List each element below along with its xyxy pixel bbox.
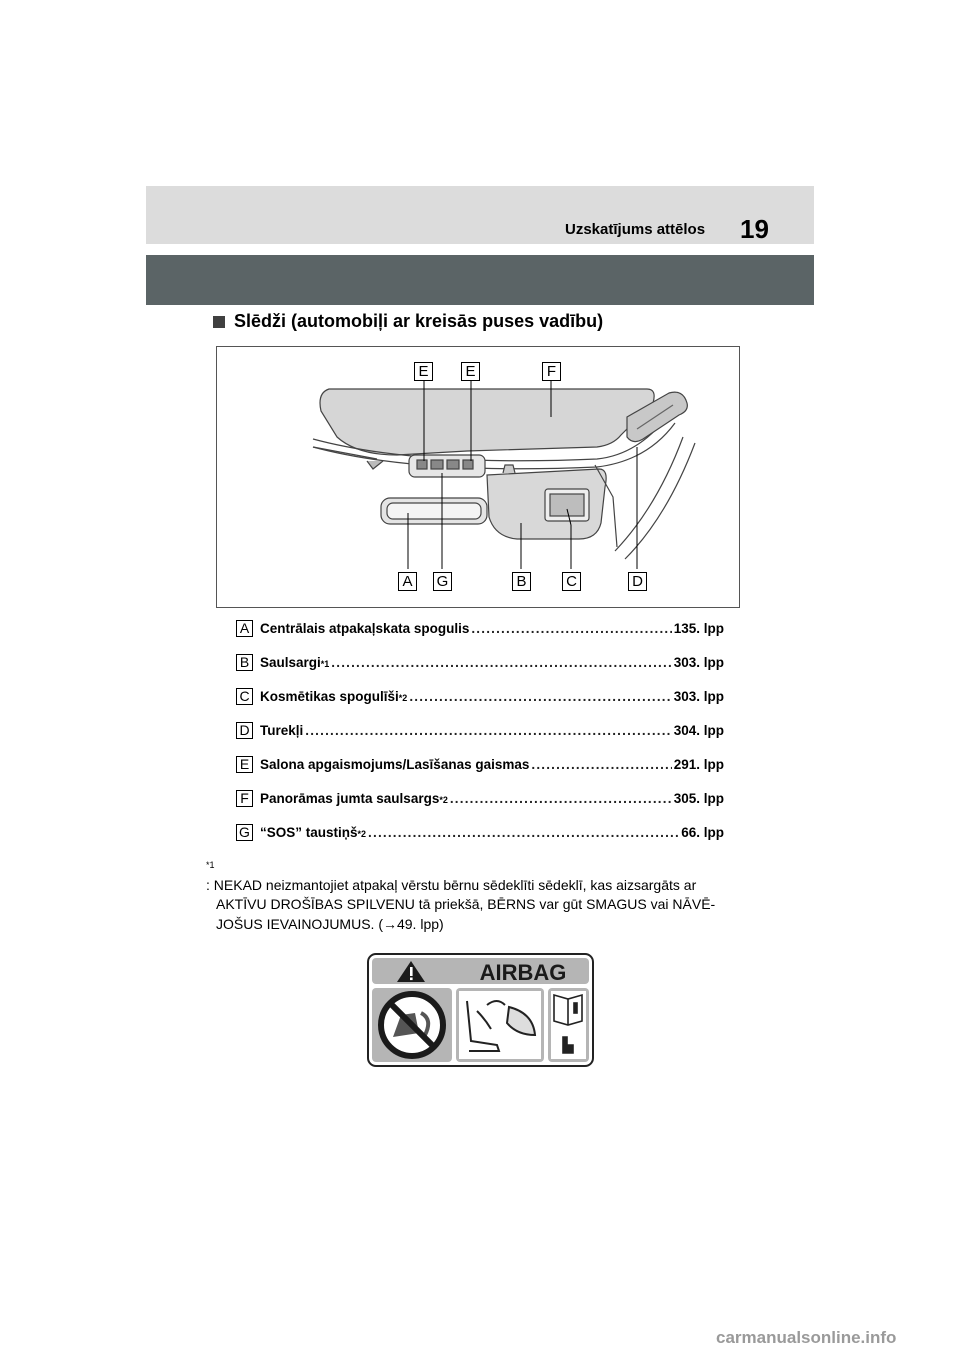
list-item: F Panorāmas jumta saulsargs *2 ..... 305. lpp — [236, 788, 724, 808]
list-item-page[interactable]: 305. lpp — [673, 790, 724, 806]
list-item-text: Saulsargi — [260, 654, 321, 670]
list-item: G “SOS” taustiņš *2 ..... 66. lpp — [236, 822, 724, 842]
manual-read-icon — [551, 991, 586, 1059]
list-item-letter: C — [236, 688, 253, 705]
list-item: B Saulsargi *1 ..... 303. lpp — [236, 652, 724, 672]
list-item — [236, 618, 724, 638]
list-item-page[interactable]: 304. lpp — [673, 722, 724, 738]
list-item-page[interactable]: 303. lpp — [673, 688, 724, 704]
airbag-warning-label — [367, 953, 594, 1067]
page-number: 19 — [740, 214, 769, 244]
footnote-line-3: JOŠUS IEVAINOJUMUS. (→49. lpp) — [216, 915, 444, 932]
airbag-title: AIRBAG — [479, 960, 567, 985]
list-item-text: “SOS” taustiņš — [260, 824, 358, 840]
list-item-text: Turekļi — [260, 722, 304, 738]
footnote-mark: *1 — [206, 860, 215, 870]
chapter-band — [146, 255, 814, 305]
figure-label-c: C — [562, 572, 581, 591]
list-item-text: Kosmētikas spogulīši — [260, 688, 399, 704]
interior-illustration — [217, 347, 739, 607]
figure-label-e2: E — [461, 362, 480, 381]
figure-label-e1: E — [414, 362, 433, 381]
figure-label-f: F — [542, 362, 561, 381]
list-item-letter: A — [236, 620, 253, 637]
list-item-letter: D — [236, 722, 253, 739]
footnote — [206, 856, 746, 934]
section-marker-icon — [213, 316, 225, 328]
list-item — [236, 754, 724, 774]
footnote-line-1: : NEKAD neizmantojiet atpakaļ vērstu bērnu sēdeklīti sēdeklī, kas aizsargāts ar — [206, 876, 697, 893]
list-item-letter: G — [236, 824, 253, 841]
list-item-page[interactable]: 66. lpp — [681, 824, 724, 840]
list-item-letter: F — [236, 790, 253, 807]
list-item-text: Panorāmas jumta saulsargs — [260, 790, 440, 806]
interior-figure — [216, 346, 740, 608]
figure-label-a: A — [398, 572, 417, 591]
figure-label-g: G — [433, 572, 452, 591]
header-band — [146, 186, 814, 244]
list-item-text: Salona apgaismojums/Lasīšanas gaismas — [260, 756, 530, 772]
header-section-title: Uzskatījums attēlos — [565, 221, 706, 238]
list-item — [236, 720, 724, 740]
seat-airbag-icon — [459, 991, 541, 1059]
figure-label-b: B — [512, 572, 531, 591]
watermark: carmanualsonline.info — [716, 1328, 897, 1347]
footnote-line-2: AKTĪVU DROŠĪBAS SPILVENU tā priekšā, BĒRNS var gūt SMAGUS vai NĀVĒ- — [216, 896, 716, 912]
list-item: C Kosmētikas spogulīši *2 ..... 303. lpp — [236, 686, 724, 706]
figure-label-d: D — [628, 572, 647, 591]
no-rear-facing-seat-icon — [381, 994, 443, 1056]
list-item-letter: E — [236, 756, 253, 773]
list-item-text: Centrālais atpakaļskata spogulis — [260, 620, 470, 636]
list-item-page[interactable]: 291. lpp — [673, 756, 724, 772]
section-title — [213, 311, 603, 332]
list-item-letter: B — [236, 654, 253, 671]
list-item-page[interactable]: 135. lpp — [673, 620, 724, 636]
list-item-page[interactable]: 303. lpp — [673, 654, 724, 670]
section-title-text: Slēdži (automobiļi ar kreisās puses vadību) — [234, 311, 604, 331]
